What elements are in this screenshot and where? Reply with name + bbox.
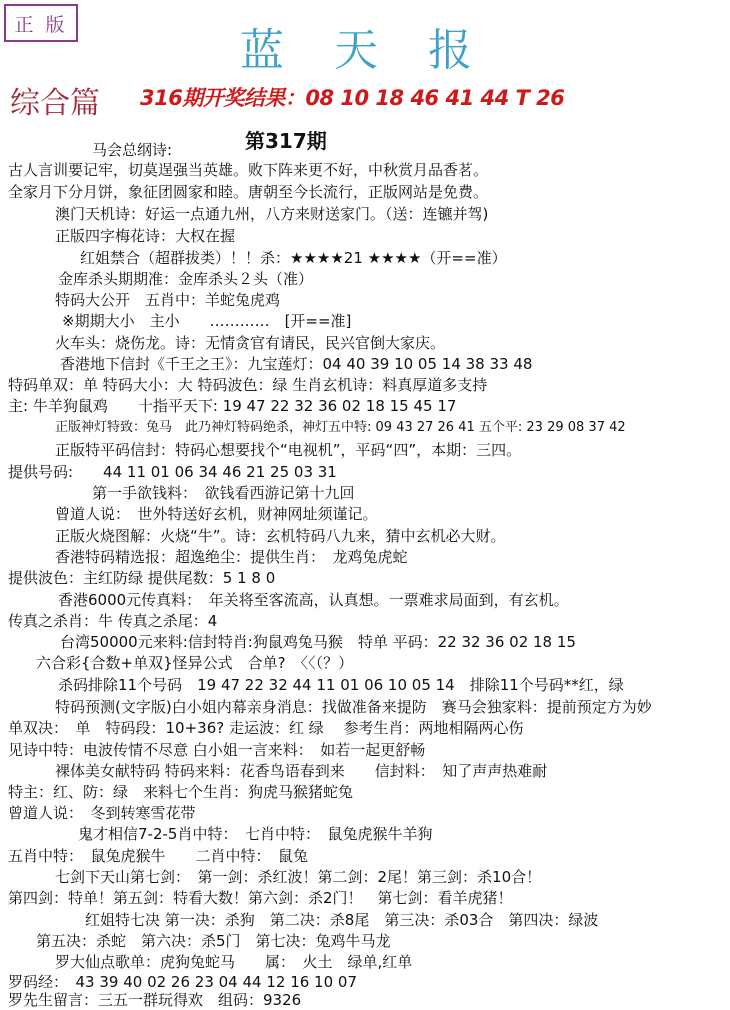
text-line: 杀码排除11个号码 19 47 22 32 44 11 01 06 10 05 14 排除11个号码**红，绿 — [58, 676, 624, 694]
text-line: 金库杀头期期准：金库杀头２头（准） — [58, 270, 314, 288]
text-line: 特码大公开 五肖中：羊蛇兔虎鸡 — [55, 291, 281, 309]
text-line: 第一手欲钱料： 欲钱看西游记第十九回 — [92, 484, 355, 502]
text-line: 罗先生留言：三五一群玩得欢 组码：9326 — [8, 991, 302, 1009]
text-line: 澳门天机诗：好运一点通九州，八方来财送家门。（送：连镳并驾) — [55, 205, 489, 223]
genuine-badge: 正 版 — [4, 4, 78, 42]
text-line: 见诗中特：电波传情不尽意 白小姐一言来料： 如若一起更舒畅 — [8, 741, 426, 759]
text-line: 单双决： 单 特码段：10+36? 走运波：红 绿 参考生肖：两地相隔两心伤 — [8, 719, 524, 737]
draw-result: 316期开奖结果：08 10 18 46 41 44 T 26 — [140, 86, 565, 110]
text-line: 提供波色：主红防绿 提供尾数：5 1 8 0 — [8, 569, 276, 587]
section-label: 综合篇 — [10, 86, 100, 121]
text-line: 提供号码: 44 11 01 06 34 46 21 25 03 31 — [8, 463, 337, 481]
text-line: 特码单双：单 特码大小：大 特码波色：绿 生肖玄机诗：料真厚道多支持 — [8, 376, 488, 394]
text-line: 全家月下分月饼，象征团圆家和睦。唐朝至今长流行，正版网站是免费。 — [8, 183, 489, 201]
issue-number: 第317期 — [245, 129, 327, 153]
text-line: 正版四字梅花诗：大权在握 — [55, 227, 236, 245]
text-line: 香港6000元传真料： 年关将至客流高，认真想。一票难求局面到，有玄机。 — [58, 591, 569, 609]
text-line: 正版神灯特致：兔马 此乃神灯特码绝杀，神灯五中特: 09 43 27 26 41 五个平: 23 29 08 37 42 — [55, 420, 626, 435]
text-line: 鬼才相信7-2-5肖中特： 七肖中特： 鼠兔虎猴牛羊狗 — [78, 825, 433, 843]
text-line: 特码预测(文字版)白小姐内幕亲身消息：找做准备来提防 赛马会独家料：提前预定方为妙 — [55, 698, 652, 716]
text-line: 正版火烧图解：火烧“牛”。诗：玄机特码八九来，猜中玄机必大财。 — [55, 527, 506, 545]
text-line: 传真之杀肖：牛 传真之杀尾：4 — [8, 612, 218, 630]
text-line: 香港特码精选报：超逸绝尘：提供生肖： 龙鸡兔虎蛇 — [55, 548, 408, 566]
text-line: 第四剑：特单！第五剑：特看大数！第六剑：杀2门！ 第七剑：看羊虎猪！ — [8, 889, 513, 907]
text-line: 红姐特七决 第一决：杀狗 第二决：杀8尾 第三决：杀03合 第四决：绿波 — [85, 911, 599, 929]
text-line: 第五决：杀蛇 第六决：杀5门 第七决：兔鸡牛马龙 — [36, 932, 391, 950]
text-line: 香港地下信封《千王之王》：九宝莲灯：04 40 39 10 05 14 38 33 48 — [60, 355, 533, 373]
text-line: 马会总纲诗: — [92, 141, 173, 159]
text-line: ※期期大小 主小 ………… [开==准] — [62, 312, 352, 330]
text-line: 火车头：烧伤龙。诗：无情贪官有请民，民兴官倒大家庆。 — [55, 334, 446, 352]
text-line: 台湾50000元来料:信封特肖:狗鼠鸡兔马猴 特单 平码：22 32 36 02 18 15 — [60, 633, 576, 651]
text-line: 五肖中特： 鼠兔虎猴牛 二肖中特： 鼠兔 — [8, 847, 309, 865]
text-line: 罗码经： 43 39 40 02 26 23 04 44 12 16 10 07 — [8, 973, 357, 991]
text-line: 罗大仙点歌单：虎狗兔蛇马 属： 火土 绿单,红单 — [55, 953, 413, 971]
page-title: 蓝 天 报 — [240, 25, 490, 76]
text-line: 古人言训要记牢，切莫逞强当英雄。败下阵来更不好，中秋赏月品香茗。 — [8, 161, 489, 179]
text-line: 曾道人说： 世外特送好玄机，财神网址须谨记。 — [55, 505, 378, 523]
text-line: 主: 牛羊狗鼠鸡 十指平天下: 19 47 22 32 36 02 18 15 45 17 — [8, 397, 457, 415]
text-line: 裸体美女献特码 特码来料：花香鸟语春到来 信封料： 知了声声热难耐 — [55, 762, 548, 780]
text-line: 六合彩{合数+单双}怪异公式 合单? 〈〈（？） — [36, 654, 354, 672]
text-line: 曾道人说： 冬到转寒雪花带 — [8, 804, 196, 822]
text-line: 红姐禁合（超群拔类）！！杀：★★★★21 ★★★★（开==准） — [80, 249, 507, 267]
text-line: 特主：红、防：绿 来料七个生肖：狗虎马猴猪蛇兔 — [8, 783, 354, 801]
text-line: 正版特平码信封：特码心想要找个“电视机”，平码“四”，本期：三四。 — [55, 441, 522, 459]
text-line: 七剑下天山第七剑： 第一剑：杀红波！第二剑：2尾！第三剑：杀10合！ — [55, 868, 542, 886]
